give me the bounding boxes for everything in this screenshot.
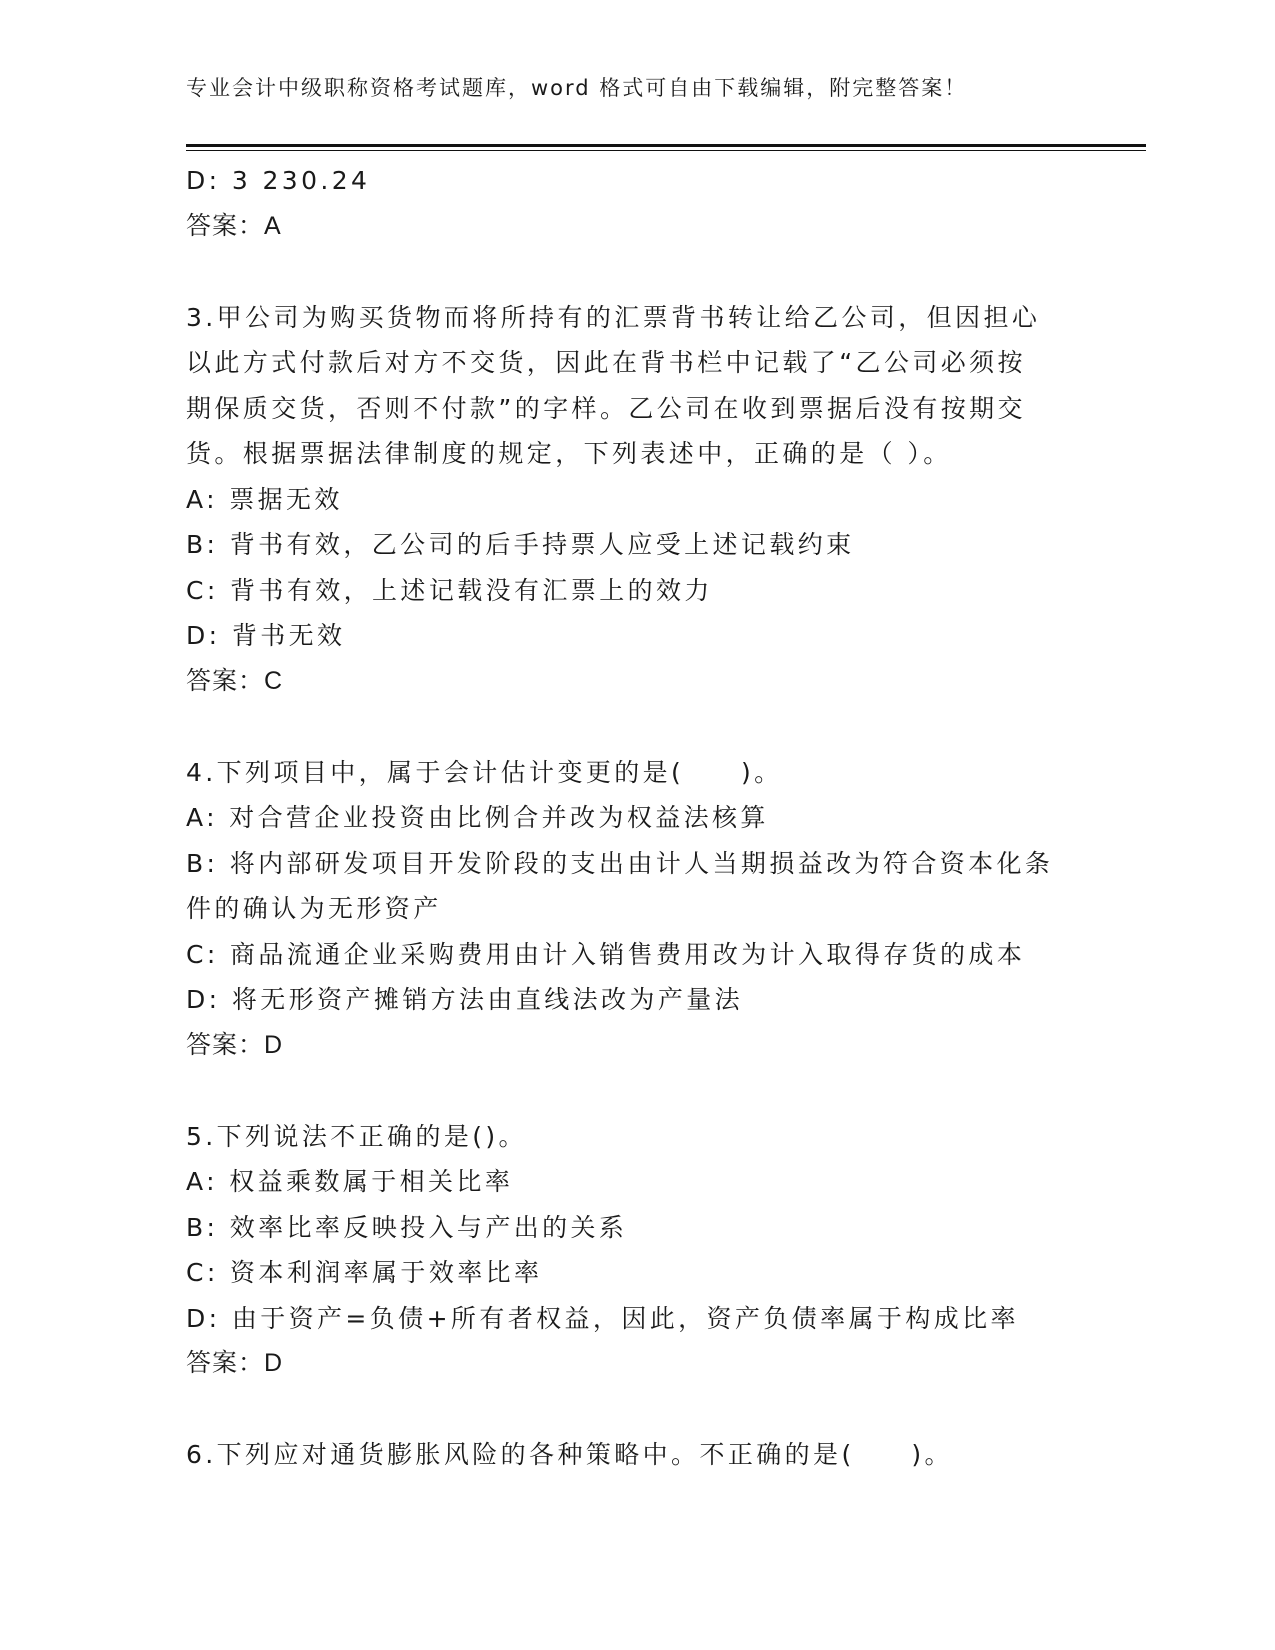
option-a: A: 对合营企业投资由比例合并改为权益法核算 [186, 803, 769, 832]
question-5 [186, 1114, 1086, 1387]
question-stem-line: 货。根据票据法律制度的规定，下列表述中，正确的是（ ）。 [186, 439, 952, 468]
question-stem-line: 6.下列应对通货膨胀风险的各种策略中。不正确的是( )。 [186, 1440, 953, 1469]
page-header: 专业会计中级职称资格考试题库，word 格式可自由下载编辑，附完整答案！ [186, 76, 968, 100]
header-rule-thick [186, 144, 1146, 147]
answer: 答案：D [186, 1349, 284, 1377]
option-c: C: 商品流通企业采购费用由计入销售费用改为计入取得存货的成本 [186, 939, 1026, 969]
option-d: D: 将无形资产摊销方法由直线法改为产量法 [186, 985, 744, 1014]
option-b-continued: 件的确认为无形资产 [186, 894, 442, 923]
question-3 [186, 295, 1086, 705]
option-d: D: 由于资产=负债+所有者权益，因此，资产负债率属于构成比率 [186, 1303, 1019, 1333]
option-b: B: 将内部研发项目开发阶段的支出由计人当期损益改为符合资本化条 [186, 848, 1054, 878]
question-stem-line: 5.下列说法不正确的是()。 [186, 1121, 527, 1151]
header-rule-thin [186, 150, 1146, 151]
question-6 [186, 1432, 1086, 1478]
question-4 [186, 750, 1086, 1069]
answer: 答案：C [186, 666, 284, 695]
document-body [186, 158, 1086, 1478]
option-b: B: 效率比率反映投入与产出的关系 [186, 1212, 628, 1242]
question-stem-line: 以此方式付款后对方不交货，因此在背书栏中记载了“乙公司必须按 [186, 348, 1026, 377]
answer: 答案：A [186, 211, 282, 240]
option-c: C: 资本利润率属于效率比率 [186, 1258, 543, 1287]
question-stem-line: 4.下列项目中，属于会计估计变更的是( )。 [186, 757, 783, 787]
option-a: A: 权益乘数属于相关比率 [186, 1167, 514, 1196]
option-d: D: 背书无效 [186, 621, 346, 650]
option-b: B: 背书有效，乙公司的后手持票人应受上述记载约束 [186, 530, 855, 559]
question-stem-line: 期保质交货，否则不付款”的字样。乙公司在收到票据后没有按期交 [186, 393, 1026, 423]
question-stem-line: 3.甲公司为购买货物而将所持有的汇票背书转让给乙公司，但因担心 [186, 302, 1041, 332]
option-a: A: 票据无效 [186, 484, 343, 514]
answer: 答案：D [186, 1030, 284, 1059]
option-c: C: 背书有效，上述记载没有汇票上的效力 [186, 575, 713, 605]
option-d: D: 3 230.24 [186, 166, 371, 195]
